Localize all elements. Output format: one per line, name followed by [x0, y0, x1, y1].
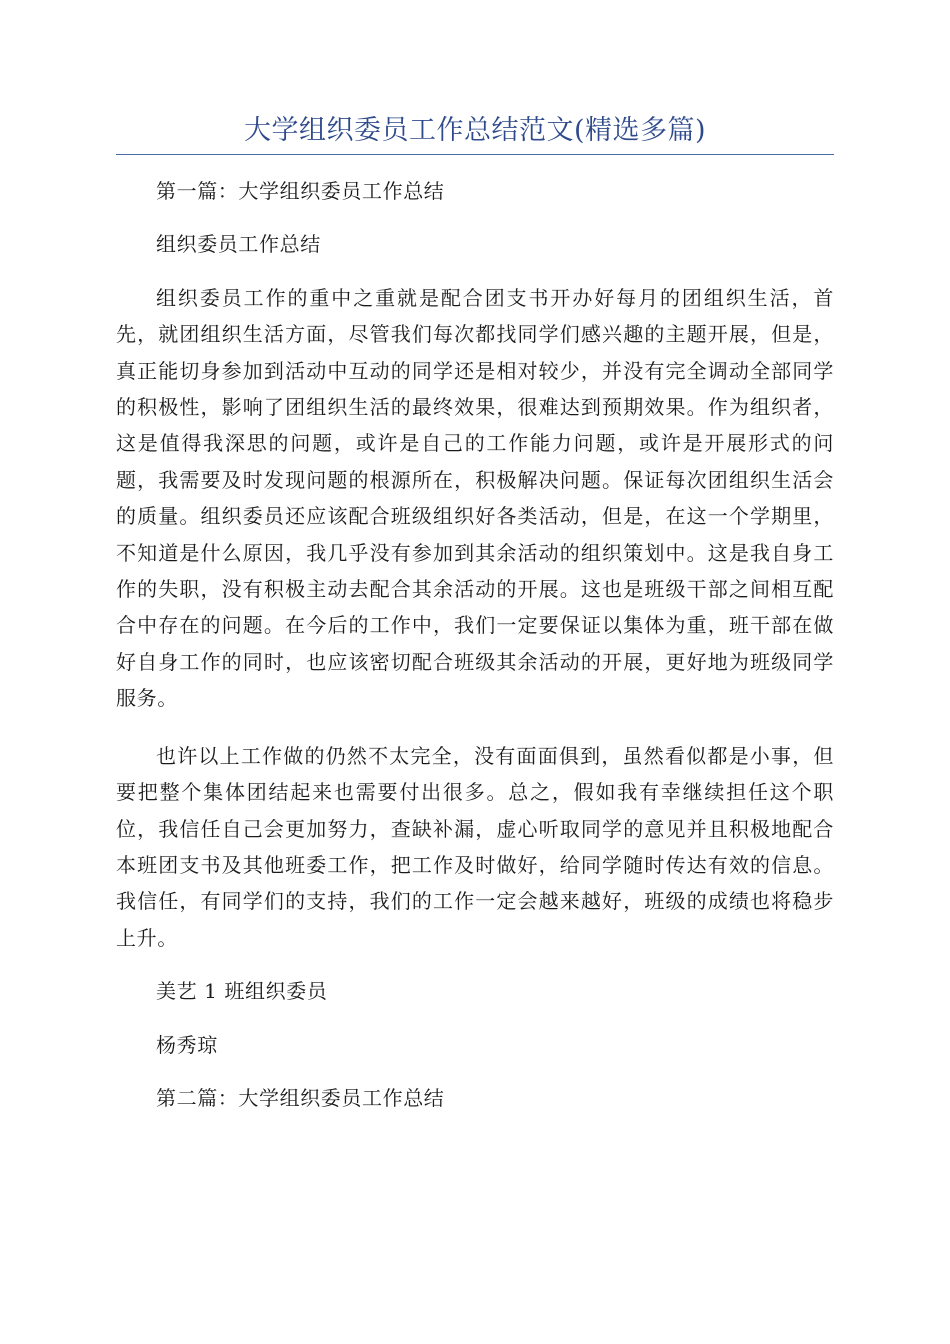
subheading: 组织委员工作总结 [156, 232, 321, 257]
section-heading-2: 第二篇：大学组织委员工作总结 [156, 1085, 445, 1110]
section-heading-1: 第一篇：大学组织委员工作总结 [156, 179, 445, 203]
document-title: 大学组织委员工作总结范文(精选多篇) [243, 115, 707, 146]
signature-class: 美艺 1 班组织委员 [156, 979, 328, 1004]
document-body [116, 173, 834, 1116]
body-paragraph-1: 组织委员工作的重中之重就是配合团支书开办好每月的团组织生活，首先，就团组织生活方面，尽管我们每次都找同学们感兴趣的主题开展，但是，真正能切身参加到活动中互动的同学还是相对较少，并没有完全调动全部同学的积极性，影响了团组织生活的最终效果，很难达到预期效果。作为组织者，这是值得我深思的问题，或许是自己的工作能力问题，或许是开展形式的问题，我需要及时发现问题的根源所在，积极解决问题。保证每次团组织生活会的质量。组织委员还应该配合班级组织好各类活动，但是，在这一个学期里，不知道是什么原因，我几乎没有参加到其余活动的组织策划中。这是我自身工作的失职，没有积极主动去配合其余活动的开展。这也是班级干部之间相互配合中存在的问题。在今后的工作中，我们一定要保证以集体为重，班干部在做好自身工作的同时，也应该密切配合班级其余活动的开展，更好地为班级同学服务。 [116, 285, 834, 711]
body-paragraph-2: 也许以上工作做的仍然不太完全，没有面面俱到，虽然看似都是小事，但要把整个集体团结起来也需要付出很多。总之，假如我有幸继续担任这个职位，我信任自己会更加努力，查缺补漏，虚心听取同学的意见并且积极地配合本班团支书及其他班委工作，把工作及时做好，给同学随时传达有效的信息。我信任，有同学们的支持，我们的工作一定会越来越好，班级的成绩也将稳步上升。 [116, 743, 834, 950]
signature-name: 杨秀琼 [156, 1032, 218, 1057]
title-underline [116, 154, 834, 155]
